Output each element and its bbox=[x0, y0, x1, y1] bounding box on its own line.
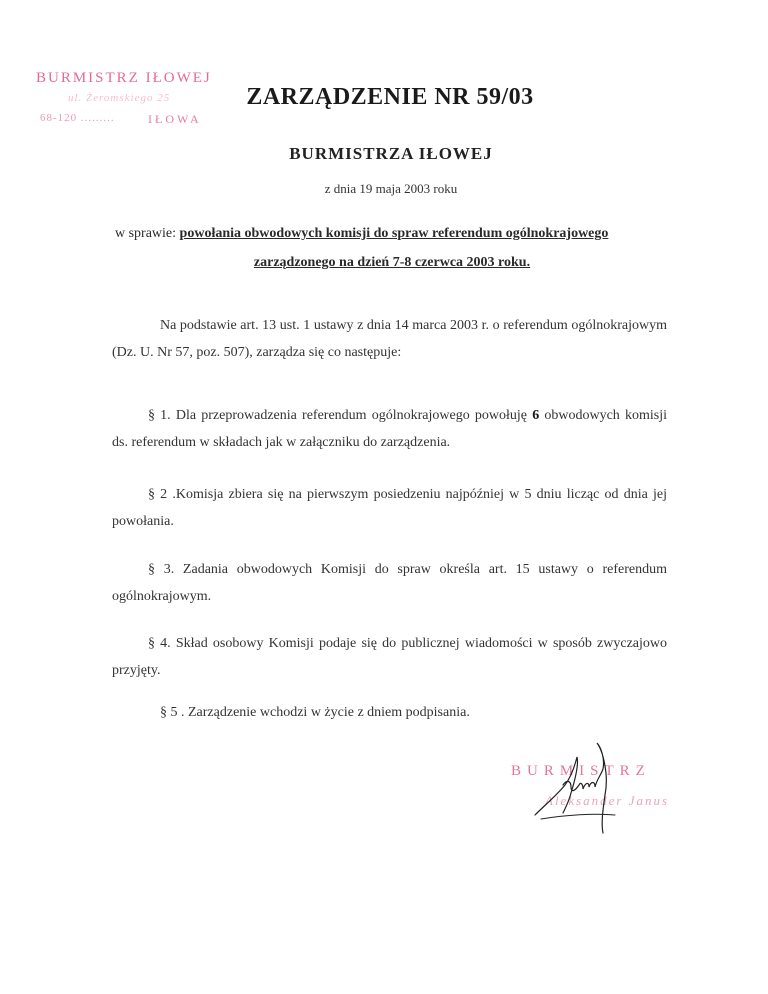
legal-basis bbox=[112, 312, 667, 366]
stamp-line-1: BURMISTRZ IŁOWEJ bbox=[36, 70, 212, 86]
signature-block bbox=[505, 735, 695, 845]
subject-text-1: powołania obwodowych komisji do spraw referendum ogólnokrajowego bbox=[179, 226, 609, 241]
subject-line-1 bbox=[115, 226, 608, 242]
paragraph-1-count: 6 bbox=[532, 408, 540, 423]
legal-basis-text: Na podstawie art. 13 ust. 1 ustawy z dnia 14 marca 2003 r. o referendum ogólnokrajowym (Dz. U. Nr 57, poz. 507), zarządza się co następuje: bbox=[112, 318, 667, 360]
handwritten-signature-icon bbox=[505, 735, 695, 845]
paragraph-5: § 5 . Zarządzenie wchodzi w życie z dniem podpisania. bbox=[160, 705, 470, 720]
paragraph-1-text bbox=[112, 402, 667, 456]
signature-stamp-name: Aleksander Janus bbox=[545, 793, 670, 808]
paragraph-1-part-a: § 1. Dla przeprowadzenia referendum ogólnokrajowego powołuję bbox=[148, 408, 533, 423]
subject-line-2: zarządzonego na dzień 7-8 czerwca 2003 roku. bbox=[253, 255, 531, 270]
stamp-line-3: 68-120 ......... bbox=[40, 112, 115, 124]
subject-prefix: w sprawie: bbox=[115, 226, 180, 241]
paragraph-4-text: § 4. Skład osobowy Komisji podaje się do publicznej wiadomości w sposób zwyczajowo przyjęty. bbox=[112, 636, 667, 678]
paragraph-2-text: § 2 .Komisja zbiera się na pierwszym posiedzeniu najpóźniej w 5 dniu licząc od dnia jej powołania. bbox=[112, 487, 667, 529]
paragraph-4 bbox=[112, 630, 667, 684]
paragraph-1-part-b: obwodowych komisji ds. referendum w składach jak w załączniku do zarządzenia. bbox=[112, 408, 667, 450]
signature-stamp-title: BURMISTRZ bbox=[511, 763, 651, 779]
paragraph-2 bbox=[112, 481, 667, 535]
stamp-line-2: ul. Żeromskiego 25 bbox=[68, 92, 171, 104]
stamp-line-3-city: IŁOWA bbox=[148, 112, 202, 126]
paragraph-1 bbox=[112, 402, 667, 456]
document-date: z dnia 19 maja 2003 roku bbox=[324, 181, 458, 196]
paragraph-3 bbox=[112, 556, 667, 610]
paragraph-3-text: § 3. Zadania obwodowych Komisji do spraw określa art. 15 ustawy o referendum ogólnokrajowym. bbox=[112, 562, 667, 604]
document-title: ZARZĄDZENIE NR 59/03 bbox=[246, 84, 534, 110]
document-issuer: BURMISTRZA IŁOWEJ bbox=[289, 144, 493, 163]
